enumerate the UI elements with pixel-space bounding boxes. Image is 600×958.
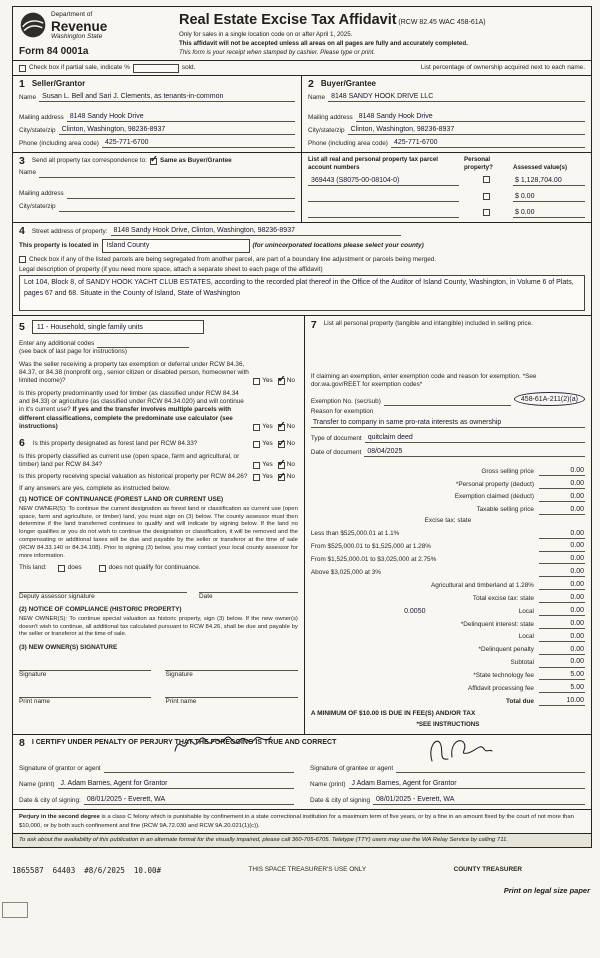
local-rate-field[interactable]: 0.0050 bbox=[404, 607, 426, 615]
section-7 bbox=[305, 316, 591, 734]
treasurer-space-label: THIS SPACE TREASURER'S USE ONLY bbox=[248, 866, 367, 874]
grantor-signature-label: Signature of grantor or agent bbox=[19, 764, 101, 772]
section-7-number: 7 bbox=[310, 319, 317, 332]
exemption-number-label: Exemption No. (sec/sub) bbox=[310, 398, 381, 406]
rcw-reference: (RCW 82.45 WAC 458-61A) bbox=[398, 19, 486, 26]
delinquent-interest-local-field[interactable]: 0.00 bbox=[539, 632, 585, 642]
section-4-number: 4 bbox=[19, 224, 25, 237]
tax-row-label: Agricultural and timberland at 1.28% bbox=[430, 581, 534, 589]
personal-property-checkbox-3[interactable] bbox=[483, 209, 490, 216]
same-as-buyer-label: Same as Buyer/Grantee bbox=[159, 157, 232, 165]
delinquent-penalty-field[interactable]: 0.00 bbox=[539, 645, 585, 655]
check-mark: ✓ bbox=[277, 420, 286, 432]
grantee-date-city-field[interactable]: 08/01/2025 - Everett, WA bbox=[373, 795, 585, 805]
correspondence-mailing-label: Mailing address bbox=[19, 190, 64, 198]
header-note-1: Only for sales in a single location code on or after April 1, 2025. bbox=[179, 30, 353, 38]
minimum-due-note: A MINIMUM OF $10.00 IS DUE IN FEE(S) AND/OR TAX bbox=[310, 710, 476, 718]
perjury-notice bbox=[13, 809, 591, 832]
agricultural-timberland-field[interactable]: 0.00 bbox=[539, 580, 585, 590]
q6-1-yes-no bbox=[253, 437, 298, 449]
q6-1-yes-checkbox[interactable] bbox=[253, 441, 260, 448]
grantee-date-city-label: Date & city of signing bbox=[310, 797, 371, 805]
buyer-csz-label: City/state/zip bbox=[308, 126, 345, 134]
parcel-number-3[interactable] bbox=[308, 209, 459, 218]
does-checkbox[interactable] bbox=[58, 565, 65, 572]
check-mark: ✓ bbox=[277, 374, 286, 386]
correspondence-name-field[interactable] bbox=[39, 169, 295, 178]
street-address-field[interactable]: 8148 Sandy Hook Drive, Clinton, Washington, 98236-8937 bbox=[111, 226, 401, 236]
print-size-note: Print on legal size paper bbox=[503, 886, 590, 896]
notice-compliance-body: NEW OWNER(S): To continue special valuation as historic property, sign (3) below. If the new owner(s) doesn't wish to continue, all additional tax calculated pursuant to RCW 84.26, shall be due and payable by the seller or transferor at the time of sale. bbox=[19, 615, 298, 638]
q5-2-yes-no bbox=[253, 420, 298, 432]
tax-row-label: From $525,000.01 to $1,525,000 at 1.28% bbox=[310, 543, 431, 551]
total-due-label: Total due bbox=[506, 697, 534, 705]
affidavit-form bbox=[12, 6, 592, 848]
tax-row-label: Affidavit processing fee bbox=[468, 685, 534, 693]
accessibility-notice bbox=[13, 833, 591, 848]
buyer-phone-label: Phone (including area code) bbox=[308, 139, 388, 147]
buyer-mailing-label: Mailing address bbox=[308, 113, 353, 121]
grantee-print-name-label: Name (print) bbox=[310, 781, 346, 789]
tax-row-label: Above $3,025,000 at 3% bbox=[310, 569, 381, 577]
new-owner-print-line-2[interactable] bbox=[165, 688, 297, 698]
local-tax-field[interactable]: 0.00 bbox=[539, 606, 585, 616]
q5-2-yes-checkbox[interactable] bbox=[253, 424, 260, 431]
tax-row-label: Subtotal bbox=[510, 659, 534, 667]
dor-logo-icon bbox=[19, 11, 47, 42]
grantee-print-name-field[interactable]: J Adam Barnes, Agent for Grantor bbox=[349, 779, 585, 789]
tax-row-label: Gross selling price bbox=[481, 467, 534, 475]
county-note: (for unincorporated locations please select your county) bbox=[252, 241, 424, 249]
middle-columns bbox=[13, 315, 591, 734]
send-correspondence-label: Send all property tax correspondence to: bbox=[31, 157, 147, 165]
q6-2-yes-no bbox=[253, 458, 298, 470]
section-4 bbox=[13, 222, 591, 315]
notice-compliance-title: (2) NOTICE OF COMPLIANCE (HISTORIC PROPERTY) bbox=[19, 606, 182, 614]
taxable-selling-price-field[interactable]: 0.00 bbox=[539, 505, 585, 515]
if-yes-note: If any answers are yes, complete as instructed below. bbox=[19, 484, 171, 492]
check-mark: ✓ bbox=[277, 437, 286, 449]
accessibility-text: To ask about the availability of this publication in an alternate format for the visually impaired, please call 360-705-6705. Teletype (TTY) users may use the WA Relay Service by calling 711. bbox=[19, 837, 508, 844]
excise-tax-table bbox=[311, 463, 585, 706]
seller-name-label: Name bbox=[19, 93, 37, 101]
does-label: does bbox=[67, 564, 82, 572]
q6-2-no-checkbox[interactable] bbox=[277, 458, 286, 470]
affidavit-processing-fee-field[interactable]: 5.00 bbox=[539, 683, 585, 693]
timber-question-main: Is this property predominantly used for timber (as classified under RCW 84.34 and 84.33) or agriculture (as classified under RCW 84.34.020) and will continue in it's current use? bbox=[19, 389, 244, 414]
exemption-reason-field[interactable]: Transfer to company in same pro-rata interests as ownership bbox=[311, 418, 585, 428]
additional-codes-label: Enter any additional codes bbox=[19, 340, 95, 347]
q5-1-no-checkbox[interactable] bbox=[277, 374, 286, 386]
partial-sale-checkbox[interactable] bbox=[19, 65, 26, 72]
document-date-label: Date of document bbox=[310, 448, 362, 456]
revenue-label: Revenue bbox=[51, 18, 108, 34]
no-label: No bbox=[286, 440, 295, 448]
segregated-checkbox[interactable] bbox=[19, 256, 26, 263]
washington-state-label: Washington State bbox=[51, 33, 103, 41]
tax-row-label: Exemption claimed (deduct) bbox=[454, 493, 534, 501]
stamp-box bbox=[2, 902, 28, 918]
no-label: No bbox=[286, 422, 295, 430]
buyer-csz-field[interactable]: Clinton, Washington, 98236-8937 bbox=[348, 125, 585, 135]
yes-label: Yes bbox=[262, 377, 273, 385]
located-in-label: This property is located in bbox=[19, 241, 99, 249]
personal-property-deduct-field[interactable]: 0.00 bbox=[539, 479, 585, 489]
tax-row-label: Less than $525,000.01 at 1.1% bbox=[310, 530, 400, 538]
same-as-buyer-checkbox[interactable] bbox=[149, 154, 158, 166]
no-label: No bbox=[286, 473, 295, 481]
dept-of-label: Department of bbox=[51, 11, 93, 19]
check-mark: ✓ bbox=[277, 470, 286, 482]
signature-label-2: Signature bbox=[165, 670, 193, 678]
sections-5-6 bbox=[13, 316, 305, 734]
partial-sale-row bbox=[13, 60, 591, 75]
buyer-grantee-title: Buyer/Grantee bbox=[320, 79, 376, 89]
correspondence-block bbox=[13, 153, 302, 222]
current-use-question: Is this property classified as current use (open space, farm and agricultural, or timber) land per RCW 84.34? bbox=[19, 452, 240, 469]
grantor-date-city-field[interactable]: 08/01/2025 - Everett, WA bbox=[84, 795, 294, 805]
tax-row-label: From $1,525,000.01 to $3,025,000 at 2.75% bbox=[310, 556, 437, 564]
correspondence-csz-label: City/state/zip bbox=[19, 203, 56, 211]
q6-1-no-checkbox[interactable] bbox=[277, 437, 286, 449]
exemption-note: If claiming an exemption, enter exemption code and reason for exemption. *See dor.wa.gov/REET for exemption codes* bbox=[310, 372, 537, 389]
grantor-print-name-field[interactable]: J. Adam Barnes, Agent for Grantor bbox=[58, 779, 294, 789]
seller-csz-field[interactable]: Clinton, Washington, 98236-8937 bbox=[59, 125, 295, 135]
yes-label: Yes bbox=[262, 473, 273, 481]
certify-statement: I CERTIFY UNDER PENALTY OF PERJURY THAT THE FOREGOING IS TRUE AND CORRECT bbox=[31, 739, 337, 747]
gross-selling-price-field[interactable]: 0.00 bbox=[539, 466, 585, 476]
deputy-assessor-signature-line[interactable] bbox=[19, 583, 187, 593]
grantor-date-city-label: Date & city of signing: bbox=[19, 797, 81, 805]
personal-property-header: Personal property? bbox=[464, 156, 493, 171]
personal-property-checkbox-2[interactable] bbox=[483, 193, 490, 200]
buyer-mailing-field[interactable]: 8148 Sandy Hook Drive bbox=[356, 112, 585, 122]
document-type-field[interactable]: quitclaim deed bbox=[365, 433, 585, 443]
section-3 bbox=[13, 152, 591, 222]
tax-row-label: *State technology fee bbox=[473, 672, 534, 680]
notice-continuance-title: (1) NOTICE OF CONTINUANCE (FOREST LAND OR CURRENT USE) bbox=[19, 496, 224, 504]
seller-name-field[interactable]: Susan L. Bell and Sari J. Clements, as tenants-in-common bbox=[39, 92, 295, 102]
assessed-value-1[interactable]: $ 1,128,704.00 bbox=[513, 176, 585, 186]
section-2-buyer bbox=[302, 76, 591, 152]
yes-label: Yes bbox=[262, 461, 273, 469]
new-owner-signature-line-1[interactable] bbox=[19, 661, 151, 671]
exemption-number-field[interactable]: 458-61A-211(2)(a) bbox=[514, 392, 585, 406]
print-name-label-2: Print name bbox=[165, 697, 197, 705]
forest-land-question: Is this property designated as forest land per RCW 84.33? bbox=[32, 440, 198, 448]
legal-description-label: Legal description of property (if you need more space, attach a separate sheet to each page of the affidavit) bbox=[19, 265, 323, 273]
county-treasurer-label: COUNTY TREASURER bbox=[453, 866, 522, 874]
assessed-value-header: Assessed value(s) bbox=[513, 163, 567, 171]
seller-phone-label: Phone (including area code) bbox=[19, 139, 99, 147]
deputy-assessor-label: Deputy assessor signature bbox=[19, 592, 95, 600]
seller-buyer-sections bbox=[13, 75, 591, 152]
buyer-name-field[interactable]: 8148 SANDY HOOK DRIVE LLC bbox=[328, 92, 585, 102]
section-2-number: 2 bbox=[308, 78, 314, 91]
header-note-3: This form is your receipt when stamped by cashier. Please type or print. bbox=[179, 48, 376, 56]
cashier-receipt-line: 1865587 64403 #8/6/2025 10.00# bbox=[12, 865, 162, 875]
sold-label: sold. bbox=[181, 64, 196, 72]
grantor-print-name-label: Name (print) bbox=[19, 781, 55, 789]
header bbox=[13, 7, 591, 60]
partial-sale-label: Check box if partial sale, indicate % bbox=[29, 64, 130, 72]
section-5-number: 5 bbox=[19, 321, 25, 334]
print-name-label-1: Print name bbox=[19, 697, 50, 705]
new-owner-print-line-1[interactable] bbox=[19, 688, 151, 698]
tax-row-label: Local bbox=[518, 607, 534, 615]
bottom-row bbox=[12, 858, 592, 882]
check-mark: ✓ bbox=[277, 458, 286, 470]
does-not-label: does not qualify for continuance. bbox=[108, 564, 201, 572]
seller-mailing-field[interactable]: 8148 Sandy Hook Drive bbox=[67, 112, 295, 122]
grantor-signature-line[interactable] bbox=[104, 764, 294, 773]
ownership-note: List percentage of ownership acquired next to each name. bbox=[420, 64, 585, 72]
section-1-number: 1 bbox=[19, 78, 25, 91]
tax-row-label: Total excise tax: state bbox=[472, 594, 534, 602]
correspondence-mailing-field[interactable] bbox=[67, 190, 295, 199]
correspondence-csz-field[interactable] bbox=[59, 203, 295, 212]
exemption-deferral-question: Was the seller receiving a property tax exemption or deferral under RCW 84.36, 84.37, or 84.38 (nonprofit org., senior citizen or disabled person, homeowner with limited income)? bbox=[19, 360, 249, 385]
seller-mailing-label: Mailing address bbox=[19, 113, 64, 121]
section-8-number: 8 bbox=[19, 736, 25, 749]
new-owner-signature-title: (3) NEW OWNER(S) SIGNATURE bbox=[19, 644, 118, 652]
seller-phone-field[interactable]: 425-771-6700 bbox=[102, 138, 295, 148]
buyer-phone-field[interactable]: 425-771-6700 bbox=[391, 138, 585, 148]
partial-percent-input[interactable] bbox=[133, 64, 179, 73]
yes-label: Yes bbox=[262, 422, 273, 430]
subtotal-field[interactable]: 0.00 bbox=[539, 657, 585, 667]
tax-row-label: Taxable selling price bbox=[476, 506, 534, 514]
total-excise-tax-state-field[interactable]: 0.00 bbox=[539, 593, 585, 603]
section-3-number: 3 bbox=[19, 155, 25, 168]
historic-valuation-question: Is this property receiving special valuation as historical property per RCW 84.26? bbox=[19, 473, 248, 481]
q5-2-no-checkbox[interactable] bbox=[277, 420, 286, 432]
perjury-lead: Perjury in the second degree bbox=[19, 813, 100, 820]
state-technology-fee-field[interactable]: 5.00 bbox=[539, 670, 585, 680]
street-address-label: Street address of property: bbox=[31, 228, 108, 236]
see-instructions-note: *SEE INSTRUCTIONS bbox=[416, 720, 480, 728]
tax-row-label: *Delinquent penalty bbox=[478, 646, 534, 654]
legal-description-field[interactable]: Lot 104, Block 8, of SANDY HOOK YACHT CLUB ESTATES, according to the recorded plat thereof in the Office of the Auditor of Island County, Washington, in Volume 6 of Plats, pages 67 and 68. Situate in the County of Island, State of Washington bbox=[19, 275, 585, 311]
excise-tax-state-label: Excise tax: state bbox=[424, 517, 472, 525]
document-type-label: Type of document bbox=[310, 434, 362, 442]
tax-row-label: *Personal property (deduct) bbox=[455, 480, 534, 488]
personal-property-blank-area[interactable] bbox=[311, 331, 585, 373]
q6-3-yes-no bbox=[253, 470, 298, 482]
personal-property-checkbox-1[interactable] bbox=[483, 176, 490, 183]
grantee-signature-line[interactable] bbox=[396, 764, 585, 773]
tax-row-label: *Delinquent interest: state bbox=[460, 620, 534, 628]
signature-label-1: Signature bbox=[19, 670, 47, 678]
this-land-label: This land: bbox=[19, 564, 47, 572]
assessed-value-3[interactable]: $ 0.00 bbox=[513, 208, 585, 218]
buyer-name-label: Name bbox=[308, 93, 326, 101]
q5-1-yes-no bbox=[253, 374, 298, 386]
tier4-tax-field[interactable]: 0.00 bbox=[539, 567, 585, 577]
check-mark: ✓ bbox=[149, 154, 158, 166]
tier3-tax-field[interactable]: 0.00 bbox=[539, 554, 585, 564]
q6-2-yes-checkbox[interactable] bbox=[253, 462, 260, 469]
does-not-checkbox[interactable] bbox=[99, 565, 106, 572]
tier1-tax-field[interactable]: 0.00 bbox=[539, 529, 585, 539]
parcel-number-1[interactable]: 369443 (S8075-00-08104-0) bbox=[308, 176, 459, 186]
no-label: No bbox=[286, 377, 295, 385]
personal-property-label: List all personal property (tangible and intangible) included in selling price. bbox=[323, 320, 533, 328]
county-select[interactable]: Island County bbox=[102, 239, 250, 252]
tax-row-label: Local bbox=[518, 633, 534, 641]
yes-label: Yes bbox=[262, 440, 273, 448]
parcel-number-2[interactable] bbox=[308, 193, 459, 202]
form-title: Real Estate Excise Tax Affidavit bbox=[179, 12, 397, 28]
q6-3-no-checkbox[interactable] bbox=[277, 470, 286, 482]
timber-question-bold: If yes and the transfer involves multiple parcels with different classifications, complete the predominate use calculator (see instructions) bbox=[19, 406, 233, 430]
total-due-field[interactable]: 10.00 bbox=[539, 696, 585, 706]
assessed-value-2[interactable]: $ 0.00 bbox=[513, 192, 585, 202]
exemption-claimed-field[interactable]: 0.00 bbox=[539, 492, 585, 502]
segregated-text: Check box if any of the listed parcels are being segregated from another parcel, are part of a boundary line adjustment or parcels being merged. bbox=[29, 255, 437, 263]
document-date-field[interactable]: 08/04/2025 bbox=[364, 447, 585, 457]
grantee-signature-label: Signature of grantee or agent bbox=[310, 764, 394, 772]
perjury-text: is a class C felony which is punishable by confinement in a state correctional institution for a maximum term of five years, or by a fine in an amount fixed by the court of not more than $10,000, or by both such confinement and fine (RCW 9A.72.030 and RCW 9A.20.021(1)(c)). bbox=[19, 813, 574, 829]
seller-csz-label: City/state/zip bbox=[19, 126, 56, 134]
new-owner-signature-line-2[interactable] bbox=[165, 661, 297, 671]
seller-grantor-title: Seller/Grantor bbox=[31, 79, 86, 89]
tier2-tax-field[interactable]: 0.00 bbox=[539, 541, 585, 551]
deputy-date-label: Date bbox=[199, 592, 213, 600]
additional-codes-note: (see back of last page for instructions) bbox=[19, 348, 127, 356]
correspondence-name-label: Name bbox=[19, 169, 37, 177]
reason-for-exemption-label: Reason for exemption bbox=[310, 408, 374, 416]
form-number: Form 84 0001a bbox=[19, 46, 89, 58]
parcel-header: List all real and personal property tax parcel account numbers bbox=[308, 156, 438, 171]
section-6-number: 6 bbox=[19, 437, 25, 450]
exemption-number-line[interactable] bbox=[384, 397, 511, 406]
notice-continuance-body: NEW OWNER(S): To continue the current designation as forest land or classification as current use (open space, farm and agriculture, or timber) land, you must sign on (3) below. The county assessor must then determine if the land transferred continues to qualify and will indicate by signing below. If the land no longer qualifies or you do not wish to continue the designation or classification, it will be removed and the compensating or additional taxes will be due and payable by the seller or transferor at the time of sale (RCW 84.33.140 or 84.34.108). Prior to signing (3) below, you may contact your local county assessor for more information. bbox=[19, 505, 298, 559]
section-1-seller bbox=[13, 76, 302, 152]
header-note-2: This affidavit will not be accepted unless all areas on all pages are fully and accurately completed. bbox=[179, 39, 468, 47]
parcel-table bbox=[302, 153, 591, 222]
no-label: No bbox=[286, 461, 295, 469]
delinquent-interest-state-field[interactable]: 0.00 bbox=[539, 619, 585, 629]
timber-agriculture-question bbox=[19, 390, 249, 432]
land-use-code-field[interactable]: 11 - Household, single family units bbox=[32, 320, 204, 334]
section-8 bbox=[13, 734, 591, 810]
q5-1-yes-checkbox[interactable] bbox=[253, 378, 260, 385]
additional-codes-field[interactable] bbox=[97, 339, 189, 348]
q6-3-yes-checkbox[interactable] bbox=[253, 474, 260, 481]
deputy-date-line[interactable] bbox=[199, 583, 298, 593]
